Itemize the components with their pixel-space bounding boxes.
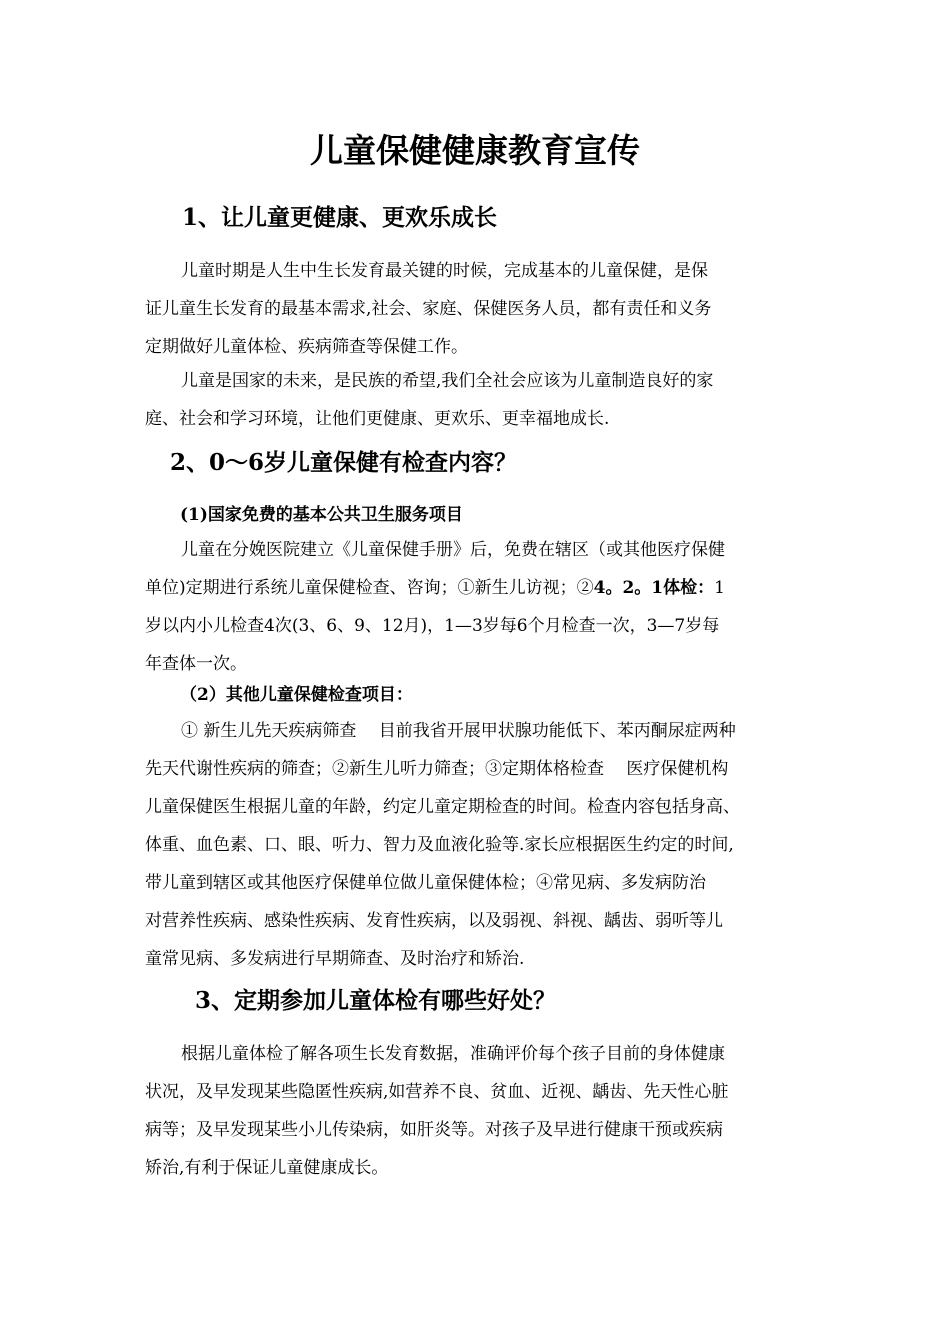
text-line: 定期做好儿童体检、疾病筛查等保健工作。 — [145, 337, 468, 357]
bold-text-run: 4。2。1体检： — [593, 578, 715, 598]
text-line: 矫治,有利于保证儿童健康成长。 — [145, 1158, 389, 1178]
text-run: 1 — [714, 578, 725, 598]
section2-heading: 2、0～6岁儿童保健有检查内容？ — [170, 449, 518, 476]
section3-paragraph — [145, 1035, 813, 1187]
text-line: 年查体一次。 — [145, 654, 247, 674]
section2-paragraph-1 — [145, 531, 813, 683]
text-run: 单位)定期进行系统儿童保健检查、咨询；①新生儿访视；② — [145, 578, 594, 598]
text-line: 证儿童生长发育的最基本需求,社会、家庭、保健医务人员，都有责任和义务 — [145, 299, 712, 319]
section1-paragraph-2 — [145, 362, 813, 438]
section1-paragraph-1 — [145, 252, 813, 366]
text-line: 病等；及早发现某些小儿传染病，如肝炎等。对孩子及早进行健康干预或疾病 — [145, 1120, 723, 1140]
text-line: 庭、社会和学习环境，让他们更健康、更欢乐、更幸福地成长. — [145, 409, 610, 429]
text-line: 儿童是国家的未来，是民族的希望,我们全社会应该为儿童制造良好的家 — [181, 371, 714, 391]
text-line: 先天代谢性疾病的筛查；②新生儿听力筛查；③定期体格检查 医疗保健机构 — [145, 759, 729, 779]
text-line: 岁以内小儿检查4次(3、6、9、12月)，1—3岁每6个月检查一次，3—7岁每 — [145, 616, 720, 636]
text-line: ① 新生儿先天疾病筛查 目前我省开展甲状腺功能低下、苯丙酮尿症两种 — [181, 721, 736, 741]
text-line — [145, 569, 813, 607]
text-line: 童常见病、多发病进行早期筛查、及时治疗和矫治. — [145, 949, 525, 969]
text-line: 对营养性疾病、感染性疾病、发育性疾病，以及弱视、斜视、龋齿、弱听等儿 — [145, 911, 723, 931]
text-line: 状况，及早发现某些隐匿性疾病,如营养不良、贫血、近视、龋齿、先天性心脏 — [145, 1082, 729, 1102]
section2-subheading-2: （2）其他儿童保健检查项目： — [180, 685, 413, 705]
text-line: 儿童保健医生根据儿童的年龄，约定儿童定期检查的时间。检查内容包括身高、 — [145, 797, 740, 817]
text-line: 儿童时期是人生中生长发育最关键的时候，完成基本的儿童保健，是保 — [181, 261, 708, 281]
text-line: 儿童在分娩医院建立《儿童保健手册》后，免费在辖区（或其他医疗保健 — [181, 540, 725, 560]
section2-paragraph-2 — [145, 712, 813, 978]
document-title: 儿童保健健康教育宣传 — [310, 131, 640, 170]
section1-heading: 1、让儿童更健康、更欢乐成长 — [182, 204, 498, 231]
text-line: 根据儿童体检了解各项生长发育数据，准确评价每个孩子目前的身体健康 — [181, 1044, 725, 1064]
text-line: 体重、血色素、口、眼、听力、智力及血液化验等.家长应根据医生约定的时间, — [145, 835, 734, 855]
section2-subheading-1: (1)国家免费的基本公共卫生服务项目 — [180, 505, 463, 525]
section3-heading: 3、定期参加儿童体检有哪些好处？ — [195, 987, 557, 1014]
text-line: 带儿童到辖区或其他医疗保健单位做儿童保健体检；④常见病、多发病防治 — [145, 873, 706, 893]
